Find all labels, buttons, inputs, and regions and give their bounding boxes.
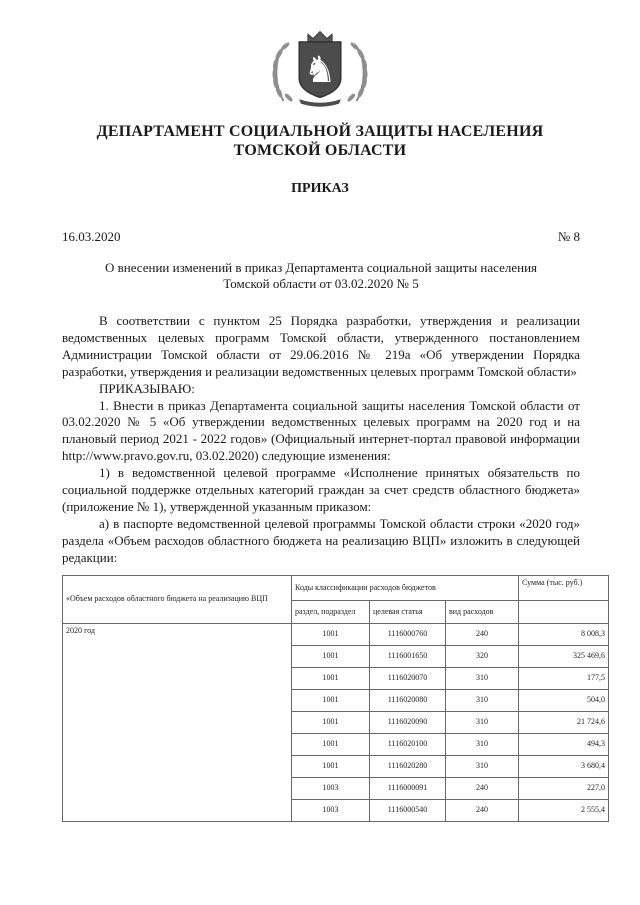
org-name-line1: ДЕПАРТАМЕНТ СОЦИАЛЬНОЙ ЗАЩИТЫ НАСЕЛЕНИЯ (96, 123, 544, 140)
target-cell: 1116020280 (370, 755, 446, 777)
paragraph-prikazyvayu: ПРИКАЗЫВАЮ: (99, 380, 195, 396)
tomsk-oblast-emblem-icon (250, 28, 390, 108)
kind-cell: 240 (446, 623, 519, 645)
target-cell: 1116020070 (370, 667, 446, 689)
subheader-cell-section: раздел, подраздел (292, 600, 370, 623)
date-number-row (62, 229, 580, 245)
amount-cell: 227,0 (519, 777, 609, 799)
header-cell-codes-group: Коды классификации расходов бюджетов (292, 575, 519, 600)
amount-cell: 494,3 (519, 733, 609, 755)
section-cell: 1001 (292, 733, 370, 755)
table-row (63, 623, 609, 645)
kind-cell: 310 (446, 689, 519, 711)
kind-cell: 310 (446, 711, 519, 733)
kind-cell: 240 (446, 799, 519, 821)
document-number: № 8 (557, 229, 580, 244)
subheader-cell-empty (519, 600, 609, 623)
svg-text:♞: ♞ (303, 47, 337, 91)
target-cell: 1116020100 (370, 733, 446, 755)
kind-cell: 310 (446, 755, 519, 777)
kind-cell: 310 (446, 733, 519, 755)
document-type-title: ПРИКАЗ (291, 181, 349, 196)
document-date: 16.03.2020 (62, 229, 121, 244)
amount-cell: 8 008,3 (519, 623, 609, 645)
amount-cell: 3 680,4 (519, 755, 609, 777)
subject-line1: О внесении изменений в приказ Департамента социальной защиты населения (104, 260, 537, 275)
paragraph-item-1: 1. Внести в приказ Департамента социальной защиты населения Томской области от 03.02.2020 № 5 «Об утверждении ведомственных целевых программ на 2020 год и на плановый период 2021 - 2022 годов» (Официальный интернет-портал правовой информации http://www.pravo.gov.ru, 03.02.2020) следующие изменения: (62, 397, 580, 464)
budget-table (62, 575, 609, 822)
section-cell: 1001 (292, 755, 370, 777)
subject-line2: Томской области от 03.02.2020 № 5 (223, 276, 419, 291)
section-cell: 1001 (292, 711, 370, 733)
org-name-line2: ТОМСКОЙ ОБЛАСТИ (233, 142, 407, 159)
amount-cell: 177,5 (519, 667, 609, 689)
amount-cell: 504,0 (519, 689, 609, 711)
document-body (62, 313, 580, 567)
kind-cell: 240 (446, 777, 519, 799)
coat-of-arms (250, 28, 390, 108)
paragraph-subitem-a: а) в паспорте ведомственной целевой программы Томской области строки «2020 год» раздела «Объем расходов областного бюджета на реализацию ВЦП» изложить в следующей редакции: (62, 515, 580, 565)
kind-cell: 310 (446, 667, 519, 689)
header-cell-object: «Объем расходов областного бюджета на реализацию ВЦП (63, 575, 292, 623)
amount-cell: 325 469,6 (519, 645, 609, 667)
table-header-row-1 (63, 575, 609, 600)
section-cell: 1003 (292, 799, 370, 821)
section-cell: 1001 (292, 645, 370, 667)
target-cell: 1116001650 (370, 645, 446, 667)
kind-cell: 320 (446, 645, 519, 667)
header-cell-sum: Сумма (тыс. руб.) (519, 575, 609, 600)
paragraph-subitem-1: 1) в ведомственной целевой программе «Исполнение принятых обязательств по социальной поддержке отдельных категорий граждан за счет средств областного бюджета» (приложение № 1), утвержденной указанным приказом: (62, 465, 580, 514)
organization-name (0, 122, 640, 160)
target-cell: 1116020080 (370, 689, 446, 711)
subheader-cell-target: целевая статья (370, 600, 446, 623)
section-cell: 1003 (292, 777, 370, 799)
target-cell: 1116000760 (370, 623, 446, 645)
document-subject (62, 260, 580, 292)
target-cell: 1116000091 (370, 777, 446, 799)
target-cell: 1116000540 (370, 799, 446, 821)
section-cell: 1001 (292, 689, 370, 711)
year-label-cell: 2020 год (63, 623, 292, 821)
target-cell: 1116020090 (370, 711, 446, 733)
amount-cell: 2 555,4 (519, 799, 609, 821)
amount-cell: 21 724,6 (519, 711, 609, 733)
subheader-cell-kind: вид расходов (446, 600, 519, 623)
section-cell: 1001 (292, 623, 370, 645)
paragraph-preamble: В соответствии с пунктом 25 Порядка разработки, утверждения и реализации ведомственных целевых программ Томской области, утвержденного постановлением Администрации Томской области от 29.06.2016 № 219а «Об утверждении Порядка разработки, утверждения и реализации ведомственных целевых программ Томской области» (62, 313, 580, 379)
section-cell: 1001 (292, 667, 370, 689)
